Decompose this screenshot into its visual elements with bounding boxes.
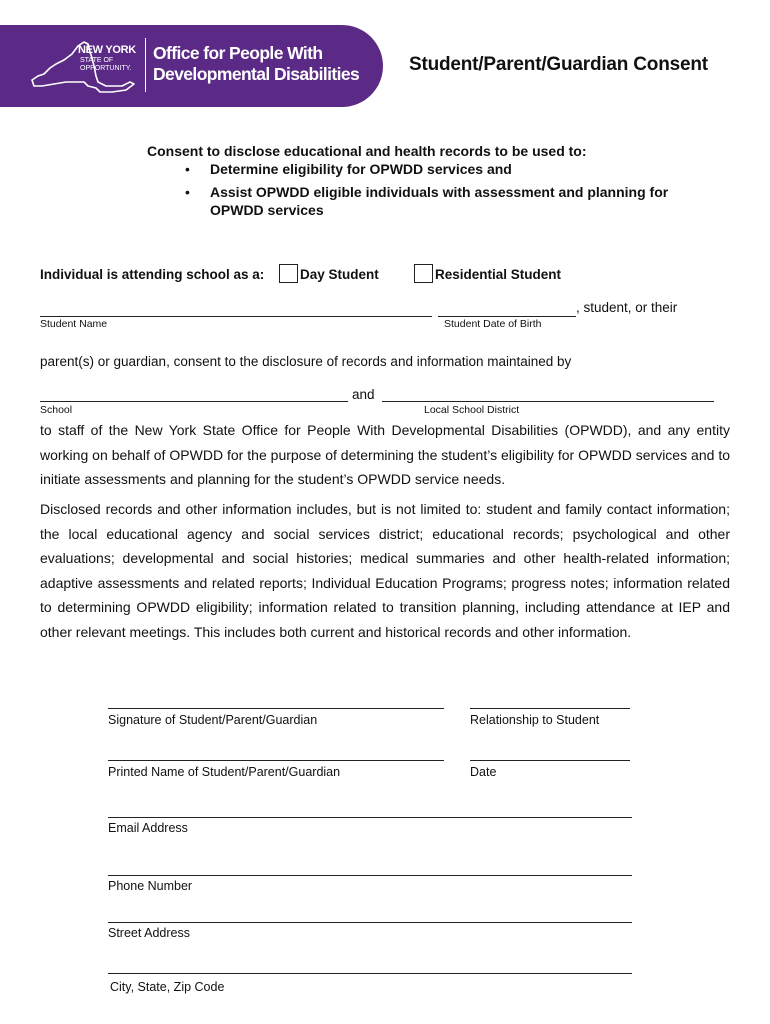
school-district-field[interactable] [382,401,714,402]
school-label: School [40,404,73,416]
phone-label: Phone Number [108,879,193,893]
residential-student-label: Residential Student [435,267,562,282]
agency-name-line1: Office for People With [153,43,323,63]
email-field[interactable] [108,817,632,818]
residential-student-checkbox[interactable] [414,264,433,283]
email-label: Email Address [108,821,188,835]
printed-name-field[interactable] [108,760,444,761]
district-label: Local School District [424,404,520,416]
date-label: Date [470,765,497,779]
consent-intro: Consent to disclose educational and health records to be used to: [147,143,587,159]
phone-field[interactable] [108,875,632,876]
student-name-label: Student Name [40,318,108,330]
logo-opportunity: OPPORTUNITY. [80,65,132,72]
date-field[interactable] [470,760,630,761]
bullet-assist: Assist OPWDD eligible individuals with assessment and planning for [210,184,669,200]
disclosure-paragraph-2: Disclosed records and other information includes, but is not limited to: student and family contact information; the local educational agency and social services district; educational records; psychological and other evaluations; developmental and social histories; medical summaries and other health-related information; adaptive assessments and related reports; Individual Education Programs; progress notes; information related to determining OPWDD eligibility; information related to transition planning, including attendance at IEP and other relevant meetings. This includes both current and historical records and other information. [40,501,730,640]
bullet-icon: • [185,184,190,200]
disclosure-paragraph-1: to staff of the New York State Office for People With Developmental Disabilities (OPWDD), and any entity working on behalf of OPWDD for the purpose of determining the student’s eligibility for OPWDD services and to initiate assessments and planning for the student’s OPWDD service needs. [40,422,730,487]
bullet-assist-cont: OPWDD services [210,202,324,218]
logo-state-of: STATE OF [80,57,114,64]
day-student-label: Day Student [300,267,379,282]
signature-field[interactable] [108,708,444,709]
day-student-checkbox[interactable] [279,264,298,283]
student-dob-field[interactable] [438,316,576,317]
logo-new-york: NEW YORK [78,44,136,56]
bullet-eligibility: Determine eligibility for OPWDD services and [210,161,512,177]
disclosure-intro: parent(s) or guardian, consent to the disclosure of records and information maintained by [40,354,572,369]
and-text: and [352,387,375,402]
city-state-zip-field[interactable] [108,973,632,974]
agency-name-line2: Developmental Disabilities [153,64,360,84]
document-title: Student/Parent/Guardian Consent [409,54,708,75]
bullet-icon: • [185,161,190,177]
student-name-field[interactable] [40,316,432,317]
street-address-label: Street Address [108,926,190,940]
school-field[interactable] [40,401,348,402]
signature-label: Signature of Student/Parent/Guardian [108,713,318,727]
printed-name-label: Printed Name of Student/Parent/Guardian [108,765,341,779]
student-dob-label: Student Date of Birth [444,318,542,330]
student-suffix-text: , student, or their [576,300,678,315]
relationship-label: Relationship to Student [470,713,600,727]
relationship-field[interactable] [470,708,630,709]
city-state-zip-label: City, State, Zip Code [110,980,225,994]
street-address-field[interactable] [108,922,632,923]
logo-divider [145,38,146,92]
attendance-label: Individual is attending school as a: [40,267,265,282]
